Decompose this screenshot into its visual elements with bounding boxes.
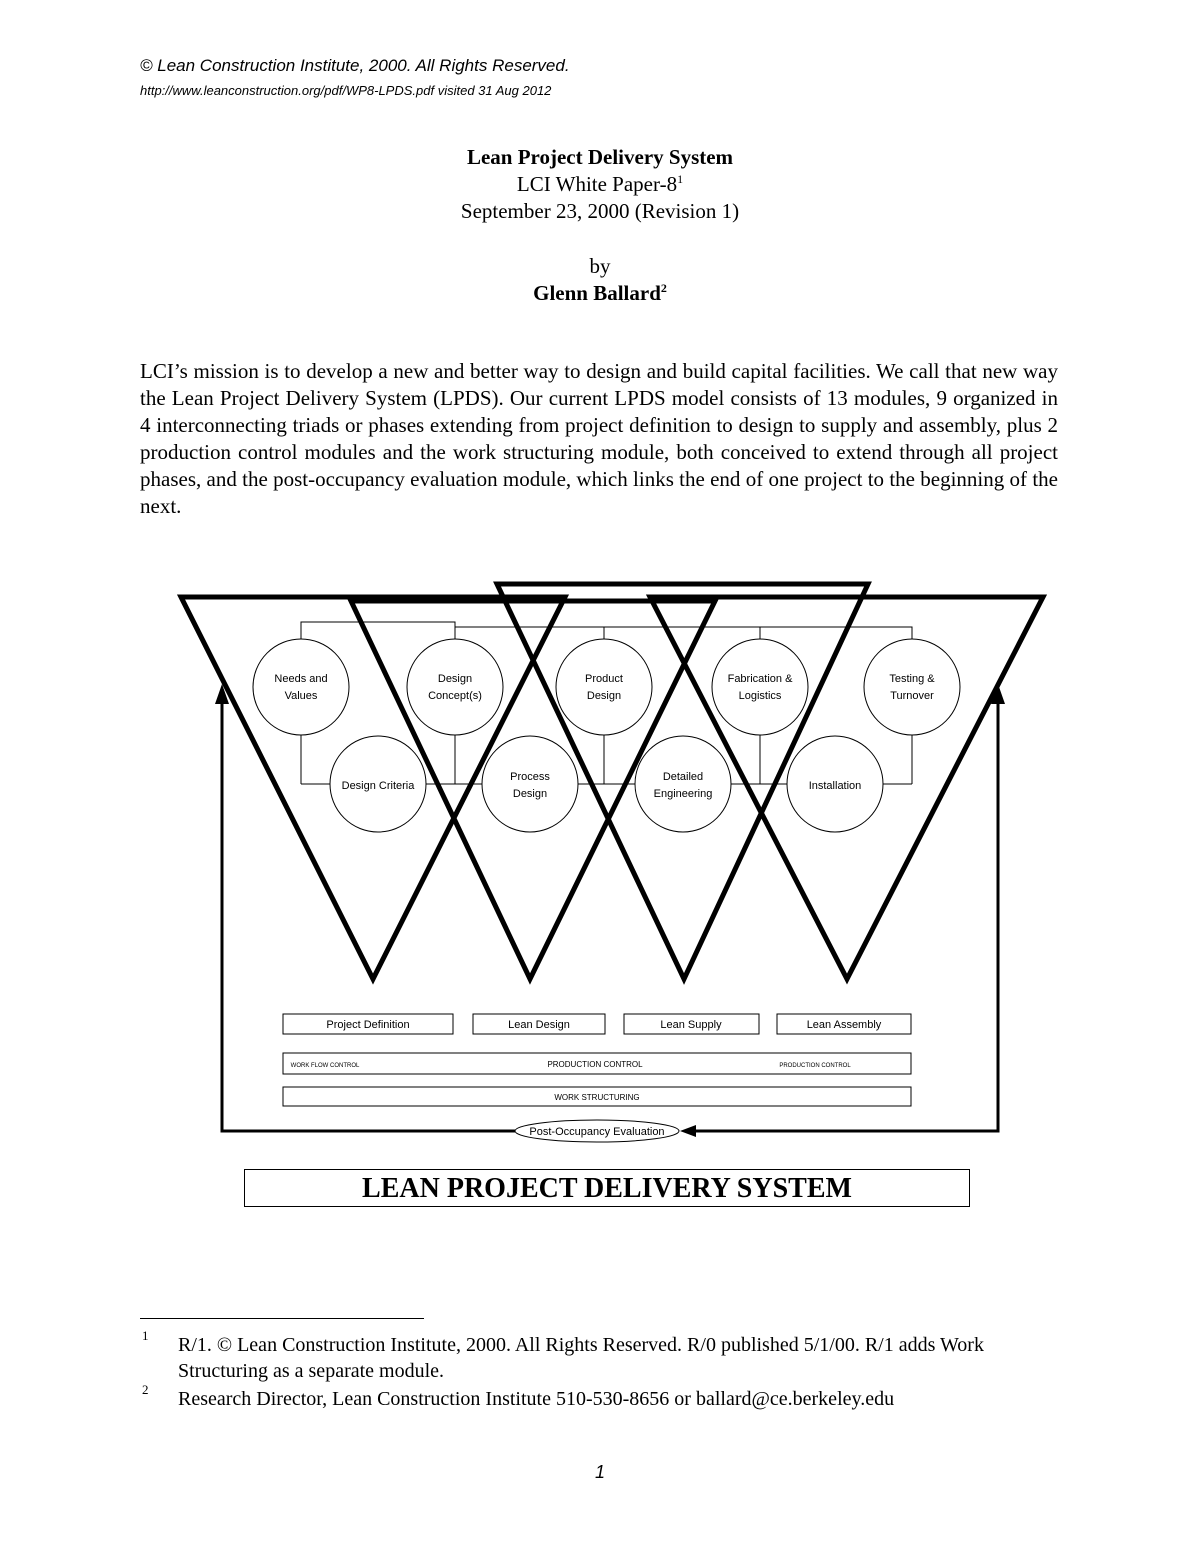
module-circle <box>407 639 503 735</box>
phase-label: Lean Design <box>508 1019 570 1031</box>
footnote-mark: 1 <box>142 1328 149 1343</box>
connector-line <box>455 627 604 639</box>
post-occupancy-label: Post-Occupancy Evaluation <box>529 1126 665 1138</box>
connector-line <box>760 627 912 639</box>
module-label: Design Criteria <box>341 780 415 792</box>
module-label: Engineering <box>653 788 713 800</box>
author-text: Glenn Ballard <box>533 281 661 305</box>
work-structuring-label: WORK STRUCTURING <box>554 1093 640 1102</box>
abstract-paragraph: LCI’s mission is to develop a new and better way to design and build capital facilities. We call that new way the Lean Project Delivery System (LPDS). Our current LPDS model consists of 13 modules, 9 organized in 4 interconnecting triads or phases extending from project definition to design to supply and assembly, plus 2 production control modules and the work structuring module, both conceived to extend through all project phases, and the post-occupancy evaluation module, which links the end of one project to the beginning of the next. <box>140 359 1058 518</box>
paper-date: September 23, 2000 (Revision 1) <box>460 199 740 223</box>
module-label: Process <box>510 771 550 783</box>
module-label: Detailed <box>662 771 704 783</box>
module-circle <box>482 736 578 832</box>
footnote-text: Research Director, Lean Construction Institute 510-530-8656 or ballard@ce.berkeley.edu <box>178 1388 895 1410</box>
footnote-ref-2: 2 <box>660 281 667 295</box>
module-circle <box>253 639 349 735</box>
source-url: http://www.leanconstruction.org/pdf/WP8-LPDS.pdf visited 31 Aug 2012 <box>140 83 552 98</box>
footnote-divider <box>140 1318 424 1319</box>
production-control-right-label: PRODUCTION CONTROL <box>779 1063 851 1069</box>
module-circle <box>635 736 731 832</box>
module-label: Values <box>284 690 318 702</box>
production-control-label: PRODUCTION CONTROL <box>547 1060 643 1069</box>
phase-label: Lean Assembly <box>806 1019 882 1031</box>
copyright-line: © Lean Construction Institute, 2000. All Rights Reserved. <box>140 56 570 75</box>
module-label: Design <box>586 690 622 702</box>
module-label: Needs and <box>274 673 328 685</box>
connector-line <box>301 622 455 639</box>
page-number: 1 <box>594 1462 605 1482</box>
module-label: Turnover <box>890 690 934 702</box>
footnote-ref-1: 1 <box>677 172 684 186</box>
module-label: Testing & <box>889 673 935 685</box>
module-label: Product <box>585 673 623 685</box>
module-circle <box>864 639 960 735</box>
production-control-left-label: WORK FLOW CONTROL <box>290 1063 360 1069</box>
paper-title: Lean Project Delivery System <box>466 145 734 169</box>
phase-label: Project Definition <box>326 1019 410 1031</box>
module-label: Design <box>437 673 473 685</box>
module-label: Logistics <box>738 690 782 702</box>
module-label: Installation <box>808 780 862 792</box>
byline-by: by <box>589 254 611 278</box>
connector-line <box>604 627 760 639</box>
footnote-text: R/1. © Lean Construction Institute, 2000. All Rights Reserved. R/0 published 5/1/00. R/1 adds Work Structuring as a separate module. <box>178 1334 984 1382</box>
module-circle <box>556 639 652 735</box>
figure-caption: LEAN PROJECT DELIVERY SYSTEM <box>244 1169 970 1207</box>
footnote-mark: 2 <box>142 1382 149 1397</box>
module-label: Concept(s) <box>428 690 482 702</box>
module-label: Design <box>512 788 548 800</box>
phase-label: Lean Supply <box>660 1019 722 1031</box>
arrowhead-icon <box>680 1125 696 1137</box>
module-circle <box>712 639 808 735</box>
subtitle-text: LCI White Paper-8 <box>516 172 678 196</box>
module-label: Fabrication & <box>727 673 793 685</box>
